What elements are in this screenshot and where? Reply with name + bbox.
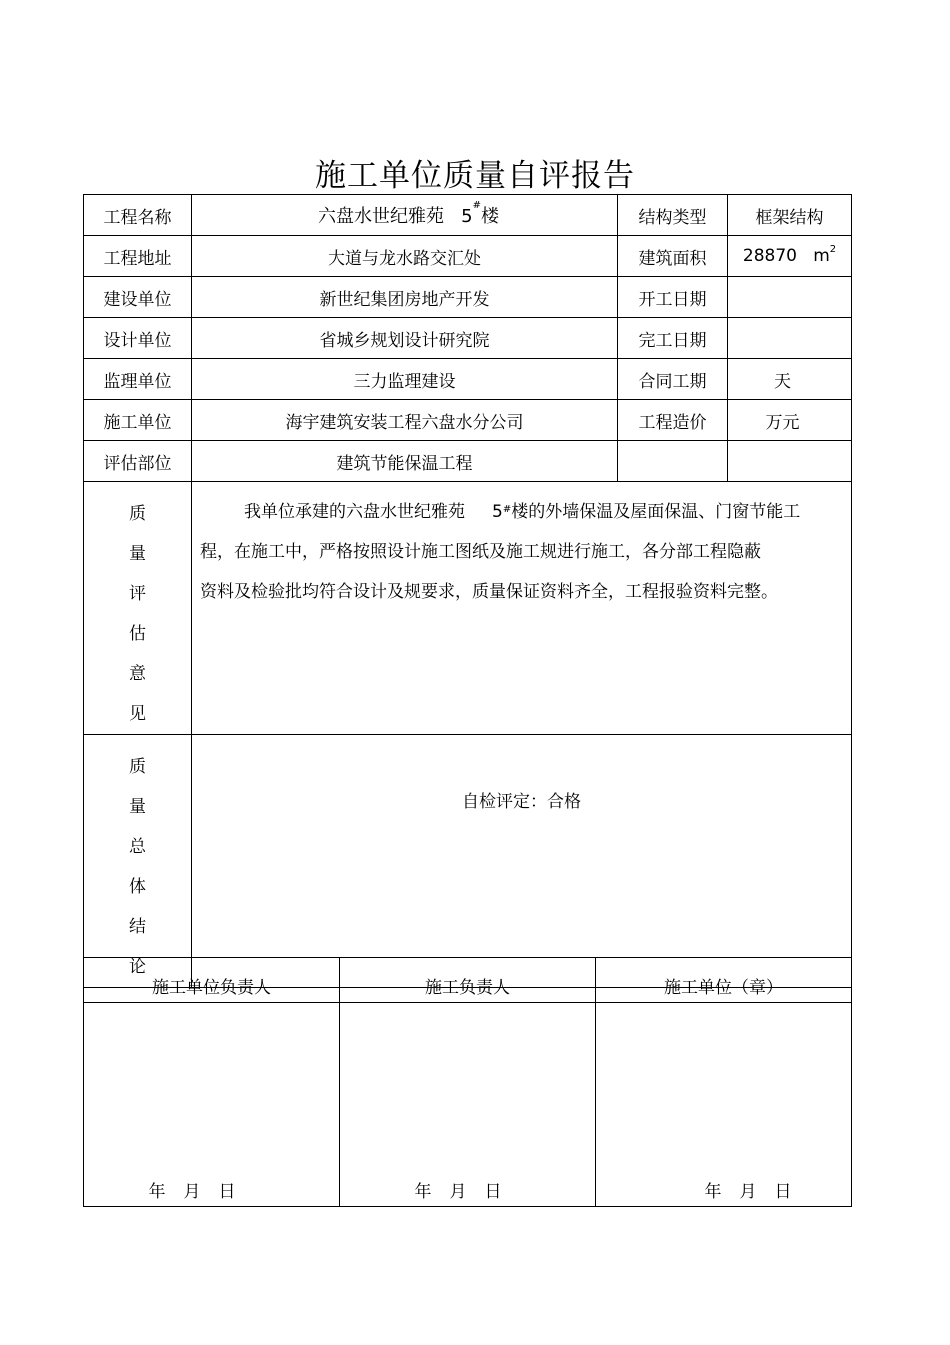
area-label: 建筑面积	[618, 236, 728, 277]
signature-label-construction-head: 施工负责人	[340, 958, 596, 1003]
conclusion-row	[84, 735, 852, 988]
owner-label: 建设单位	[84, 277, 192, 318]
signature-date: 年 月 日	[340, 1003, 596, 1207]
table-row	[84, 359, 852, 400]
signature-header-row	[84, 958, 852, 1003]
supervisor-label: 监理单位	[84, 359, 192, 400]
end-date-value	[728, 318, 852, 359]
contract-period-label: 合同工期	[618, 359, 728, 400]
signature-body-row	[84, 1003, 852, 1207]
empty-cell	[728, 441, 852, 482]
area-value: 28870 $m^2$	[728, 236, 852, 277]
opinion-label: 质 量 评 估 意 见	[84, 482, 192, 735]
designer-value: 省城乡规划设计研究院	[192, 318, 618, 359]
opinion-row	[84, 482, 852, 735]
table-row	[84, 441, 852, 482]
contractor-label: 施工单位	[84, 400, 192, 441]
supervisor-value: 三力监理建设	[192, 359, 618, 400]
empty-cell	[618, 441, 728, 482]
designer-label: 设计单位	[84, 318, 192, 359]
signature-date: 年 月 日	[84, 1003, 340, 1207]
structure-type-value: 框架结构	[728, 195, 852, 236]
table-row	[84, 318, 852, 359]
signature-label-unit-head: 施工单位负责人	[84, 958, 340, 1003]
owner-value: 新世纪集团房地产开发	[192, 277, 618, 318]
cost-label: 工程造价	[618, 400, 728, 441]
cost-value: 万元	[728, 400, 852, 441]
table-row	[84, 236, 852, 277]
table-row	[84, 277, 852, 318]
table-row	[84, 400, 852, 441]
contract-period-value: 天	[728, 359, 852, 400]
opinion-text: 我单位承建的六盘水世纪雅苑 5#楼的外墙保温及屋面保温、门窗节能工 程，在施工中，严格按照设计施工图纸及施工规进行施工，各分部工程隐蔽 资料及检验批均符合设计及规要求，质量保证资料齐全，工程报验资料完整。	[192, 482, 852, 735]
structure-type-label: 结构类型	[618, 195, 728, 236]
eval-part-label: 评估部位	[84, 441, 192, 482]
start-date-value	[728, 277, 852, 318]
project-name-value: 六盘水世纪雅苑 5#楼	[192, 195, 618, 236]
signature-label-seal: 施工单位（章）	[596, 958, 852, 1003]
conclusion-label: 质 量 总 体 结 论	[84, 735, 192, 988]
address-value: 大道与龙水路交汇处	[192, 236, 618, 277]
end-date-label: 完工日期	[618, 318, 728, 359]
table-row	[84, 195, 852, 236]
page-title: 施工单位质量自评报告	[315, 158, 635, 194]
info-table	[83, 194, 852, 988]
contractor-value: 海宇建筑安装工程六盘水分公司	[192, 400, 618, 441]
start-date-label: 开工日期	[618, 277, 728, 318]
signature-date: 年 月 日	[596, 1003, 852, 1207]
project-name-label: 工程名称	[84, 195, 192, 236]
address-label: 工程地址	[84, 236, 192, 277]
signature-table	[83, 957, 852, 1207]
eval-part-value: 建筑节能保温工程	[192, 441, 618, 482]
conclusion-text: 自检评定：合格	[192, 735, 852, 988]
